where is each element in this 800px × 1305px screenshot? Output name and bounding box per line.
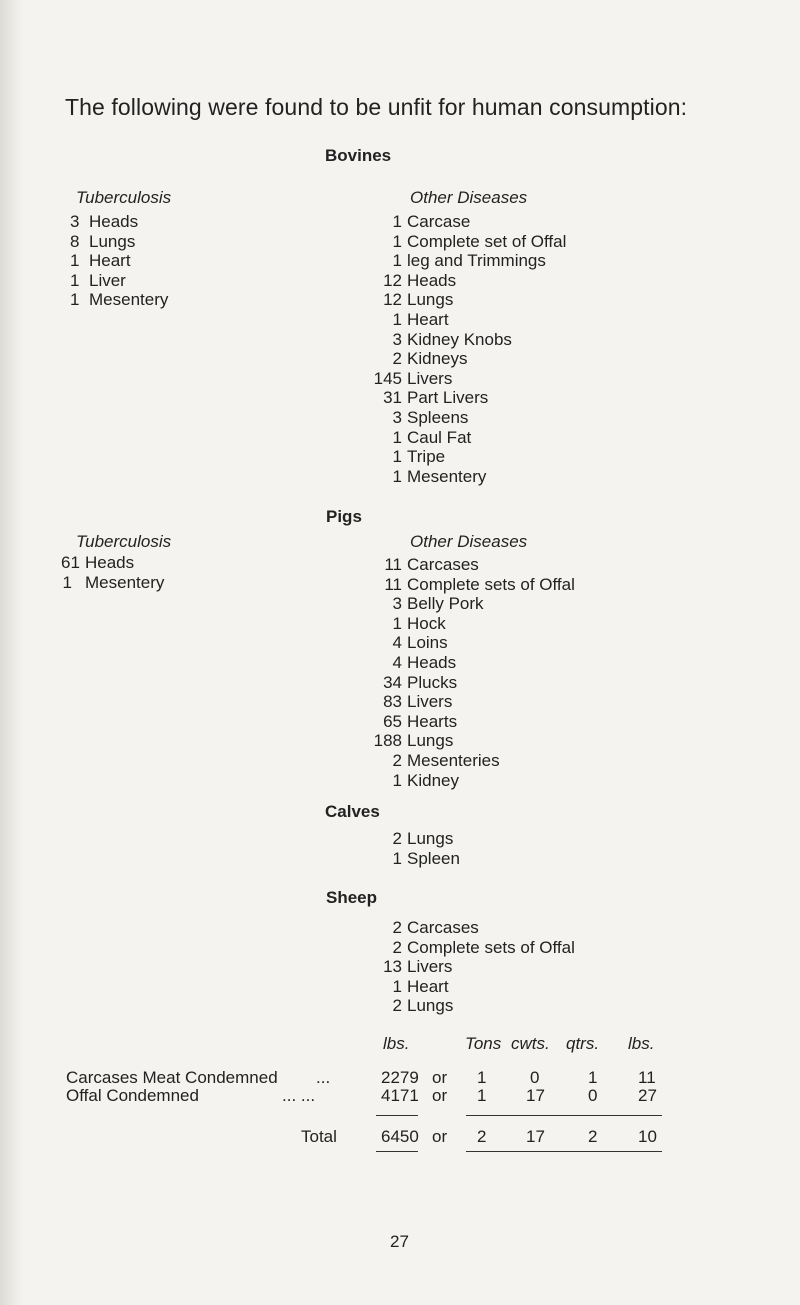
list-item [368, 751, 575, 771]
list-item [368, 731, 575, 751]
list-item [70, 271, 168, 291]
item-label: Lungs [407, 290, 454, 310]
total-lbs: 6450 [381, 1127, 419, 1146]
item-label: Hearts [407, 711, 458, 731]
item-label: Mesenteries [407, 750, 500, 770]
item-label: Livers [407, 957, 453, 977]
item-label: Kidney Knobs [407, 329, 512, 349]
list-item [368, 330, 566, 350]
list-item [368, 271, 566, 291]
row-qtrs: 0 [588, 1086, 598, 1105]
rule-above-total-tons [466, 1115, 662, 1116]
item-count: 11 [384, 574, 402, 594]
calves-list [368, 829, 460, 868]
item-label: Belly Pork [407, 594, 484, 614]
pigs-title: Pigs [326, 507, 362, 526]
list-item [368, 614, 575, 634]
row-cwts: 0 [530, 1068, 540, 1087]
item-count: 1 [392, 212, 402, 231]
row-or: or [432, 1086, 448, 1105]
pigs-other-list [368, 555, 575, 790]
list-item [70, 212, 168, 232]
row-lbs: 4171 [381, 1086, 419, 1105]
list-item [368, 349, 566, 369]
item-count: 31 [383, 388, 402, 408]
item-label: Tripe [407, 447, 446, 467]
total-tons: 2 [477, 1127, 487, 1146]
item-count: 8 [70, 231, 80, 251]
rule-below-total-tons [466, 1151, 662, 1152]
item-label: Spleens [407, 407, 469, 427]
item-count: 1 [392, 447, 402, 467]
sheep-list [368, 918, 575, 1016]
item-count: 83 [383, 692, 402, 712]
item-count: 1 [392, 251, 402, 271]
item-label: Caul Fat [407, 427, 472, 447]
item-label: Livers [407, 368, 453, 388]
total-cwts: 17 [526, 1127, 545, 1146]
bovines-tb-list [70, 212, 168, 310]
item-label: Heads [407, 652, 457, 672]
item-label: Heads [89, 212, 139, 231]
item-label: Heart [407, 976, 449, 996]
item-count: 1 [392, 427, 402, 447]
row-cwts: 17 [526, 1086, 545, 1105]
item-count: 4 [392, 633, 402, 653]
bovines-other-title: Other Diseases [410, 188, 528, 207]
list-item [368, 938, 575, 958]
item-count: 12 [383, 290, 402, 310]
row-tons: 1 [477, 1086, 487, 1105]
item-count: 3 [392, 329, 402, 349]
item-label: Part Livers [407, 388, 489, 408]
bovines-other-list [368, 212, 566, 486]
item-label: Liver [89, 270, 126, 290]
item-count: 1 [70, 270, 80, 290]
item-count: 1 [392, 770, 402, 790]
item-count: 1 [392, 231, 402, 251]
list-item [368, 575, 575, 595]
item-count: 1 [392, 613, 402, 633]
item-count: 1 [392, 466, 402, 486]
item-label: Plucks [407, 672, 458, 692]
item-label: leg and Trimmings [407, 251, 546, 271]
item-count: 12 [383, 270, 402, 290]
header-tons: Tons [465, 1034, 502, 1053]
item-count: 2 [392, 750, 402, 770]
pigs-tb-list [61, 553, 164, 592]
item-count: 2 [392, 918, 402, 937]
item-count: 2 [392, 996, 402, 1016]
item-label: Heart [407, 309, 449, 329]
list-item [70, 232, 168, 252]
pigs-tb-title: Tuberculosis [76, 532, 172, 551]
item-label: Complete sets of Offal [407, 574, 575, 594]
page-edge-shadow [0, 0, 22, 1305]
list-item [368, 388, 566, 408]
item-label: Carcase [407, 212, 471, 231]
item-count: 1 [70, 251, 80, 271]
list-item [368, 712, 575, 732]
row-lbs-2: 11 [638, 1068, 656, 1087]
list-item [368, 310, 566, 330]
list-item [368, 290, 566, 310]
row-qtrs: 1 [588, 1068, 598, 1087]
row-tons: 1 [477, 1068, 487, 1087]
row-or: or [432, 1068, 448, 1087]
item-label: Lungs [407, 731, 454, 751]
item-count: 1 [392, 976, 402, 996]
item-label: Spleen [407, 848, 460, 868]
row-lbs: 2279 [381, 1068, 419, 1087]
total-or: or [432, 1127, 448, 1146]
list-item [368, 653, 575, 673]
sheep-title: Sheep [326, 888, 378, 907]
list-item [368, 369, 566, 389]
item-label: Lungs [407, 996, 454, 1016]
list-item [368, 849, 460, 869]
item-label: Complete set of Offal [407, 231, 567, 251]
total-lbs-2: 10 [638, 1127, 657, 1146]
item-count: 145 [373, 368, 402, 388]
bovines-tb-title: Tuberculosis [76, 188, 172, 207]
calves-title: Calves [325, 802, 380, 821]
list-item [61, 553, 164, 573]
row-label: Carcases Meat Condemned [66, 1068, 278, 1087]
list-item [70, 290, 168, 310]
list-item [368, 212, 566, 232]
item-count: 1 [70, 290, 80, 310]
list-item [368, 692, 575, 712]
item-label: Carcases [407, 555, 479, 574]
item-label: Lungs [89, 231, 136, 251]
list-item [368, 447, 566, 467]
list-item [368, 771, 575, 791]
list-item [368, 251, 566, 271]
item-count: 1 [62, 572, 72, 592]
item-count: 4 [392, 652, 402, 672]
item-count: 3 [392, 594, 402, 614]
rule-above-total-lbs [376, 1115, 418, 1116]
item-label: Loins [407, 633, 448, 653]
item-label: Heads [85, 553, 135, 572]
item-count: 13 [383, 957, 402, 977]
row-dots: ... [316, 1068, 331, 1087]
row-lbs-2: 27 [638, 1086, 657, 1105]
header-lbs: lbs. [383, 1034, 410, 1053]
item-count: 3 [70, 212, 80, 231]
item-count: 61 [61, 553, 80, 572]
pigs-other-title: Other Diseases [410, 532, 528, 551]
item-count: 34 [383, 672, 402, 692]
list-item [368, 996, 575, 1016]
bovines-title: Bovines [325, 146, 392, 165]
header-lbs-2: lbs. [628, 1034, 655, 1053]
page-number: 27 [390, 1232, 409, 1251]
item-count: 1 [392, 848, 402, 868]
item-label: Heart [89, 251, 131, 271]
item-count: 188 [373, 731, 402, 751]
list-item [368, 232, 566, 252]
row-label: Offal Condemned [66, 1086, 199, 1105]
total-qtrs: 2 [588, 1127, 598, 1146]
list-item [368, 428, 566, 448]
list-item [368, 977, 575, 997]
item-label: Heads [407, 270, 457, 290]
list-item [70, 251, 168, 271]
item-label: Kidneys [407, 349, 468, 369]
list-item [368, 673, 575, 693]
list-item [368, 555, 575, 575]
item-label: Kidney [407, 770, 459, 790]
list-item [368, 957, 575, 977]
item-label: Mesentery [89, 290, 169, 310]
item-label: Mesentery [85, 572, 165, 592]
list-item [368, 594, 575, 614]
list-item [368, 829, 460, 849]
row-dots: ... ... [282, 1086, 316, 1105]
item-label: Hock [407, 613, 446, 633]
list-item [368, 408, 566, 428]
item-label: Complete sets of Offal [407, 937, 575, 957]
list-item [368, 633, 575, 653]
list-item [368, 467, 566, 487]
item-count: 65 [383, 711, 402, 731]
item-label: Carcases [407, 918, 479, 937]
list-item [368, 918, 575, 938]
item-label: Mesentery [407, 466, 487, 486]
item-count: 1 [392, 309, 402, 329]
total-label: Total [301, 1127, 337, 1146]
header-cwts: cwts. [511, 1034, 550, 1053]
page-heading: The following were found to be unfit for human consumption: [65, 94, 688, 120]
item-count: 2 [392, 937, 402, 957]
item-label: Livers [407, 692, 453, 712]
item-count: 2 [392, 829, 402, 848]
item-count: 3 [392, 407, 402, 427]
rule-below-total-lbs [376, 1151, 418, 1152]
item-count: 2 [392, 349, 402, 369]
header-qtrs: qtrs. [566, 1034, 600, 1053]
list-item [61, 573, 164, 593]
item-count: 11 [384, 555, 402, 574]
item-label: Lungs [407, 829, 454, 848]
